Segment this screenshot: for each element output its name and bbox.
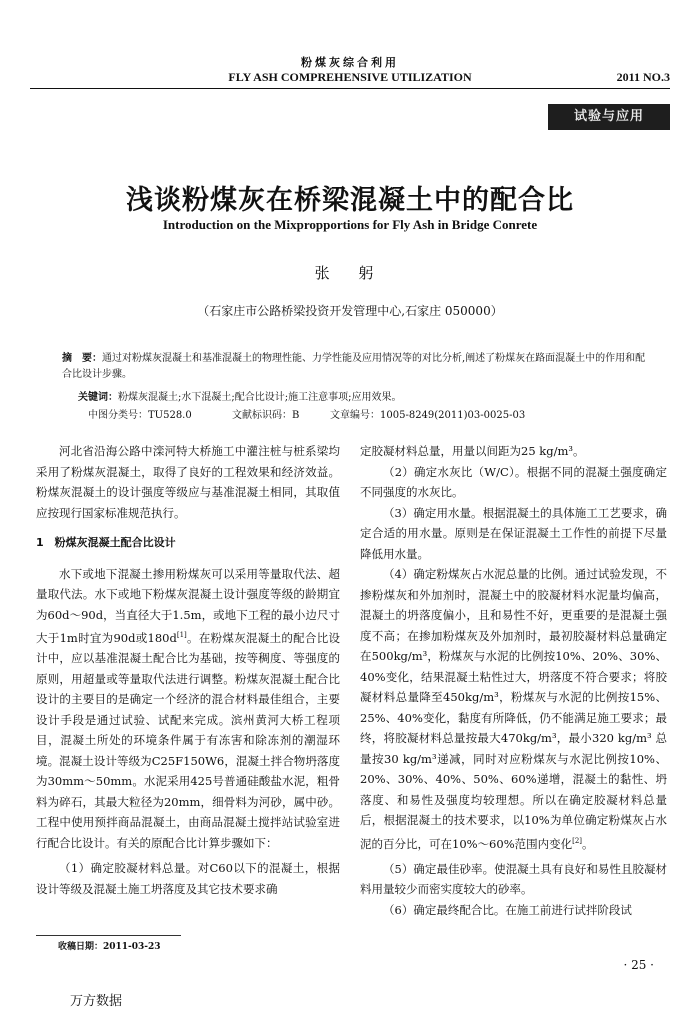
author: 张 躬 [314, 264, 386, 282]
watermark: 万方数据 [70, 994, 123, 1009]
citation-ref: [2] [572, 836, 583, 845]
body-paragraph [36, 564, 340, 854]
step-3-paragraph: （3）确定用水量。根据混凝土的具体施工工艺要求，确定合适的用水量。原则是在保证混凝土工作性的前提下尽量降低用水量。 [360, 505, 667, 561]
keywords-label: 关键词： [78, 392, 118, 403]
left-column [36, 441, 340, 899]
issue-number: 2011 NO.3 [616, 70, 670, 84]
step-4-end: 。 [582, 836, 594, 851]
citation-ref: [1] [176, 631, 187, 639]
body-text-cont: 。在粉煤灰混凝土的配合比设计中，应以基准混凝土配合比为基础，按等稠度、等强度的原则，用超量或等量取代法进行调整。粉煤灰混凝土配合比设计的主要目的是确定一个经济的混合材料最佳组合，主要设计手段是通过试验、试配来完成。滨州黄河大桥工程项目，混凝土所处的环境条件属于有冻害和除冻剂的潮湿环境。混凝土设计等级为C25F150W6，混凝土拌合物坍落度为30mm～50mm。水泥采用425号普通硅酸盐水泥，粗骨料为碎石，其最大粒径为20mm，细骨料为河砂，属中砂。工程中使用预拌商品混凝土，由商品混凝土搅拌站试验室进行配合比设计。有关的原配合比计算步骤如下： [36, 630, 341, 850]
step-4-paragraph [360, 564, 667, 854]
abstract [62, 351, 650, 383]
article-title-cn: 浅谈粉煤灰在桥梁混凝土中的配合比 [126, 185, 574, 216]
right-column [360, 441, 667, 920]
received-date: 收稿日期：2011-03-23 [58, 942, 161, 952]
journal-name-en: FLY ASH COMPREHENSIVE UTILIZATION [228, 70, 472, 84]
footnote-rule [36, 935, 181, 936]
journal-name-cn: 粉煤灰综合利用 [301, 56, 399, 69]
section-badge: 试验与应用 [548, 104, 670, 130]
clc-number: 中图分类号：TU528.0 [88, 410, 192, 421]
article-number: 文章编号：1005-8249(2011)03-0025-03 [330, 410, 526, 421]
keywords-text: 粉煤灰混凝土;水下混凝土;配合比设计;施工注意事项;应用效果。 [118, 392, 402, 403]
affiliation: （石家庄市公路桥梁投资开发管理中心,石家庄 050000） [197, 304, 503, 318]
document-code: 文献标识码：B [232, 410, 300, 421]
step-1-paragraph: （1）确定胶凝材料总量。对C60以下的混凝土，根据设计等级及混凝土施工坍落度及其它技术要求确 [36, 861, 340, 896]
article-title-en: Introduction on the Mixpropportions for Fly Ash in Bridge Conrete [162, 217, 538, 232]
header-rule [30, 88, 670, 89]
step-5-paragraph: （5）确定最佳砂率。使混凝土具有良好和易性且胶凝材料用量较少而密实度较大的砂率。 [360, 861, 667, 897]
abstract-label: 摘 要： [62, 353, 102, 364]
intro-paragraph: 河北省沿海公路中滦河特大桥施工中灌注桩与桩系梁均采用了粉煤灰混凝土，取得了良好的工程效果和经济效益。粉煤灰混凝土的设计强度等级应与基准混凝土相同，其取值应按现行国家标准规范执行。 [36, 444, 340, 520]
abstract-text: 通过对粉煤灰混凝土和基准混凝土的物理性能、力学性能及应用情况等的对比分析,阐述了粉煤灰在路面混凝土中的作用和配合比设计步骤。 [62, 353, 646, 380]
section-heading: 1 粉煤灰混凝土配合比设计 [36, 536, 176, 549]
body-text: 水下或地下混凝土掺用粉煤灰可以采用等量取代法、超量取代法。水下或地下粉煤灰混凝土设计强度等级的龄期宜为60d～90d，当直径大于1.5m，或地下工程的最小边尺寸大于1m时宜为90d或180d [36, 566, 340, 645]
keywords [78, 388, 658, 403]
step-2-paragraph: （2）确定水灰比（W/C）。根据不同的混凝土强度确定不同强度的水灰比。 [360, 464, 667, 499]
step-4-text: （4）确定粉煤灰占水泥总量的比例。通过试验发现，不掺粉煤灰和外加剂时，混凝土中的胶凝材料水泥量均偏高，混凝土的坍落度偏小，且和易性不好，更重要的是混凝土强度不高；在掺加粉煤灰及外加剂时，最初胶凝材料总量确定在500kg/m³，粉煤灰与水泥的比例按10%、20%、30%、40%变化，结果混凝土粘性过大，坍落度不符合要求；将胶凝材料总量降至450kg/m³，粉煤灰与水泥的比例按15%、25%、40%变化，黏度有所降低，仍不能满足施工要求；最终，将胶凝材料总量按最大470kg/m³，最小320 kg/m³ 总量按30 kg/m³递减，同时对应粉煤灰与水泥比例按10%、20%、30%、40%、50%、60%递增，混凝土的黏性、坍落度、和易性及强度均较理想。所以在确定胶凝材料总量后，根据混凝土的技术要求，以10%为单位确定粉煤灰占水泥的百分比，可在10%～60%范围内变化 [360, 567, 667, 851]
step-6-paragraph: （6）确定最终配合比。在施工前进行试拌阶段试 [383, 902, 632, 917]
page-number: · 25 · [623, 958, 654, 972]
step-1-cont: 定胶凝材料总量，用量以间距为25 kg/m³。 [360, 444, 585, 458]
